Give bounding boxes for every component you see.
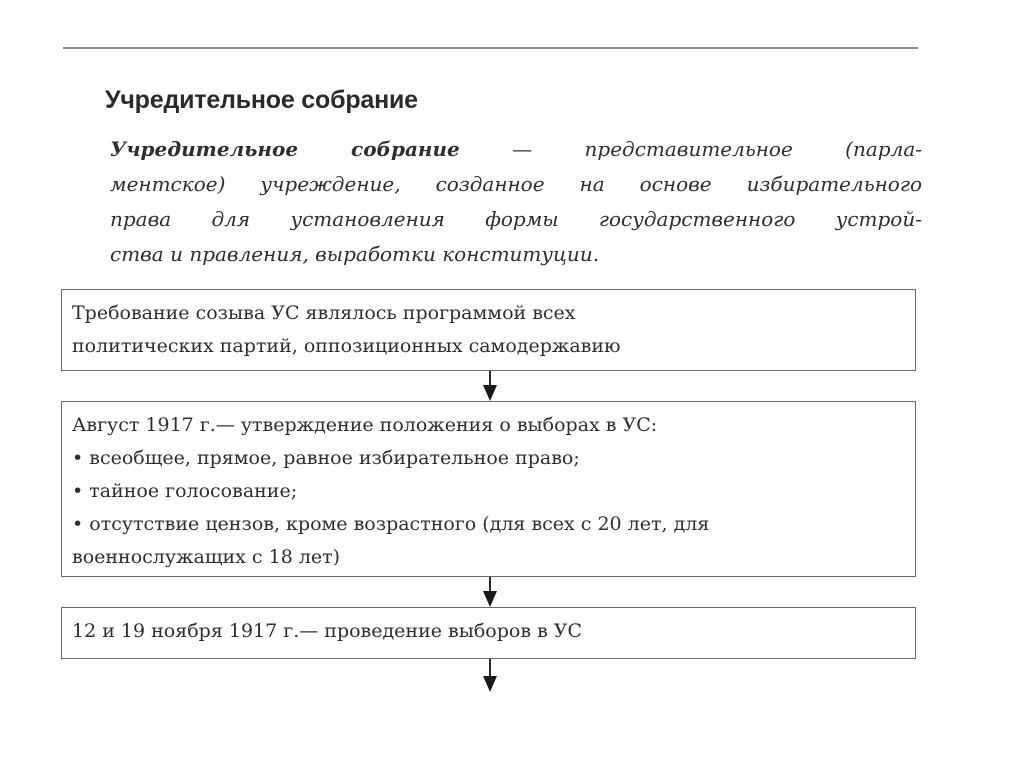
flow-box-line: политических партий, оппозиционных самодержавию (72, 335, 621, 357)
top-divider (63, 47, 918, 49)
down-arrow-icon (480, 659, 500, 693)
section-heading: Учредительное собрание (105, 86, 418, 114)
flow-box-demand (61, 289, 916, 371)
definition-line-2: ментское) учреждение, созданное на основе избирательного (110, 172, 922, 196)
definition-term: Учредительное собрание (110, 137, 460, 161)
flow-box-line: Требование созыва УС являлось программой всех (72, 302, 576, 324)
definition-line-1-rest: — представительное (парла- (459, 137, 922, 161)
flow-box-elections (61, 607, 916, 659)
definition-line-1 (110, 132, 922, 167)
flow-box-bullet: • отсутствие цензов, кроме возрастного (для всех с 20 лет, для (72, 513, 710, 535)
definition-line-3: права для установления формы государственного устрой- (110, 207, 922, 231)
down-arrow-icon (480, 577, 500, 607)
flow-box-bullet: • тайное голосование; (72, 480, 298, 502)
flow-box-regulation (61, 401, 916, 577)
down-arrow-icon (480, 371, 500, 401)
flow-box-line: 12 и 19 ноября 1917 г.— проведение выборов в УС (72, 620, 583, 642)
flow-box-line: Август 1917 г.— утверждение положения о выборах в УС: (72, 414, 658, 436)
definition-paragraph (110, 132, 922, 272)
flow-box-line: военнослужащих с 18 лет) (72, 546, 341, 568)
flow-box-bullet: • всеобщее, прямое, равное избирательное право; (72, 447, 580, 469)
definition-line-4: ства и правления, выработки конституции. (110, 242, 600, 266)
